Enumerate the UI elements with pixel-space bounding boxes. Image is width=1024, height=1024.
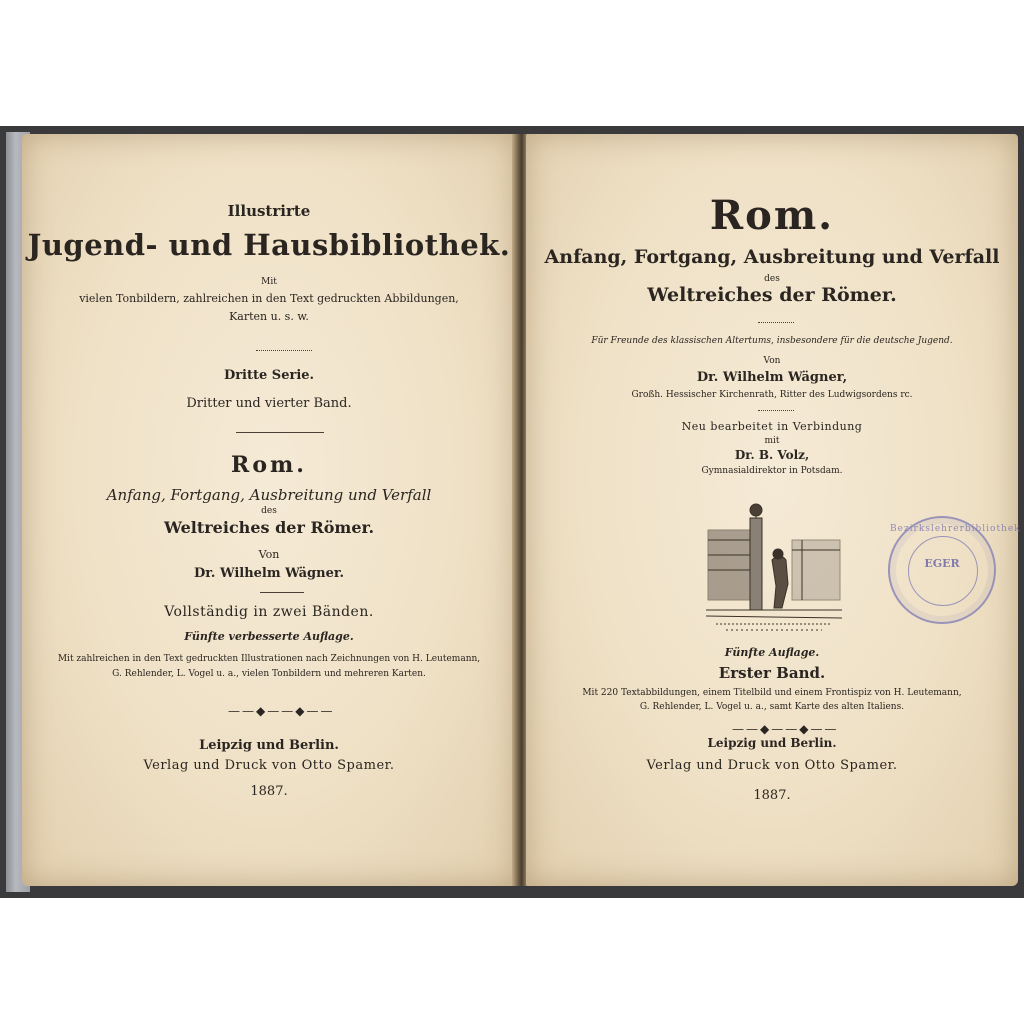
title: Rom.	[709, 192, 835, 239]
dedication: Für Freunde des klassischen Altertums, insbesondere für die deutsche Jugend.	[591, 336, 953, 346]
illustrations-line2: G. Rehlender, L. Vogel u. a., vielen Tonbildern und mehreren Karten.	[112, 669, 426, 679]
book-subtitle: Anfang, Fortgang, Ausbreitung und Verfall	[106, 486, 432, 504]
coauthor: Dr. B. Volz,	[734, 448, 810, 462]
divider	[256, 350, 312, 351]
stamp-inner-ring	[908, 536, 978, 606]
series-title: Jugend- und Hausbibliothek.	[27, 228, 511, 262]
author: Dr. Wilhelm Wägner.	[193, 566, 345, 581]
volume-info: Dritter und vierter Band.	[186, 396, 352, 411]
revised-note: Neu bearbeitet in Verbindung	[681, 420, 863, 433]
title-vignette-illustration	[706, 500, 842, 636]
publisher: Verlag und Druck von Otto Spamer.	[143, 758, 395, 773]
ornament-rule: ——◆——◆——	[732, 722, 839, 736]
divider	[236, 432, 324, 433]
von-label: Von	[258, 548, 280, 561]
series-number: Dritte Serie.	[223, 368, 315, 383]
publication-year: 1887.	[753, 788, 791, 803]
des-label: des	[764, 274, 780, 284]
coauthor-title: Gymnasialdirektor in Potsdam.	[701, 466, 843, 476]
divider	[758, 410, 794, 411]
des-label: des	[261, 506, 277, 516]
stamp-center-text: EGER	[924, 557, 960, 570]
publisher-place: Leipzig und Berlin.	[707, 736, 837, 750]
publication-year: 1887.	[250, 784, 288, 799]
volume: Erster Band.	[718, 664, 826, 682]
left-page	[22, 134, 516, 886]
edition: Fünfte Auflage.	[724, 646, 820, 659]
illustrations-line1: Mit 220 Textabbildungen, einem Titelbild und einem Frontispiz von H. Leutemann,	[582, 688, 962, 698]
series-pre: Illustrirte	[227, 202, 311, 220]
mit-label: Mit	[261, 277, 277, 287]
complete-note: Vollständig in zwei Bänden.	[164, 604, 374, 620]
ornament-rule: ——◆——◆——	[228, 704, 335, 718]
series-desc-line2: Karten u. s. w.	[229, 310, 309, 323]
stamp-ring-text: Bezirkslehrerbibliothek	[890, 524, 1021, 534]
divider	[260, 592, 304, 593]
edition: Fünfte verbesserte Auflage.	[184, 630, 354, 643]
publisher-place: Leipzig und Berlin.	[199, 738, 339, 753]
library-stamp	[888, 516, 1021, 624]
book-subtitle2: Weltreiches der Römer.	[163, 518, 375, 537]
author: Dr. Wilhelm Wägner,	[696, 370, 848, 385]
series-desc-line1: vielen Tonbildern, zahlreichen in den Text gedruckten Abbildungen,	[79, 292, 459, 305]
mit-label: mit	[764, 436, 780, 446]
author-title: Großh. Hessischer Kirchenrath, Ritter des Ludwigsordens rc.	[631, 390, 913, 400]
illustrations-line1: Mit zahlreichen in den Text gedruckten Illustrationen nach Zeichnungen von H. Leutemann,	[57, 654, 481, 664]
divider	[758, 322, 794, 323]
publisher: Verlag und Druck von Otto Spamer.	[646, 758, 898, 773]
illustrations-line2: G. Rehlender, L. Vogel u. a., samt Karte des alten Italiens.	[639, 702, 905, 712]
von-label: Von	[763, 356, 781, 366]
subtitle: Anfang, Fortgang, Ausbreitung und Verfall	[544, 246, 1000, 268]
book-title: Rom.	[231, 452, 307, 478]
subtitle2: Weltreiches der Römer.	[647, 284, 897, 306]
